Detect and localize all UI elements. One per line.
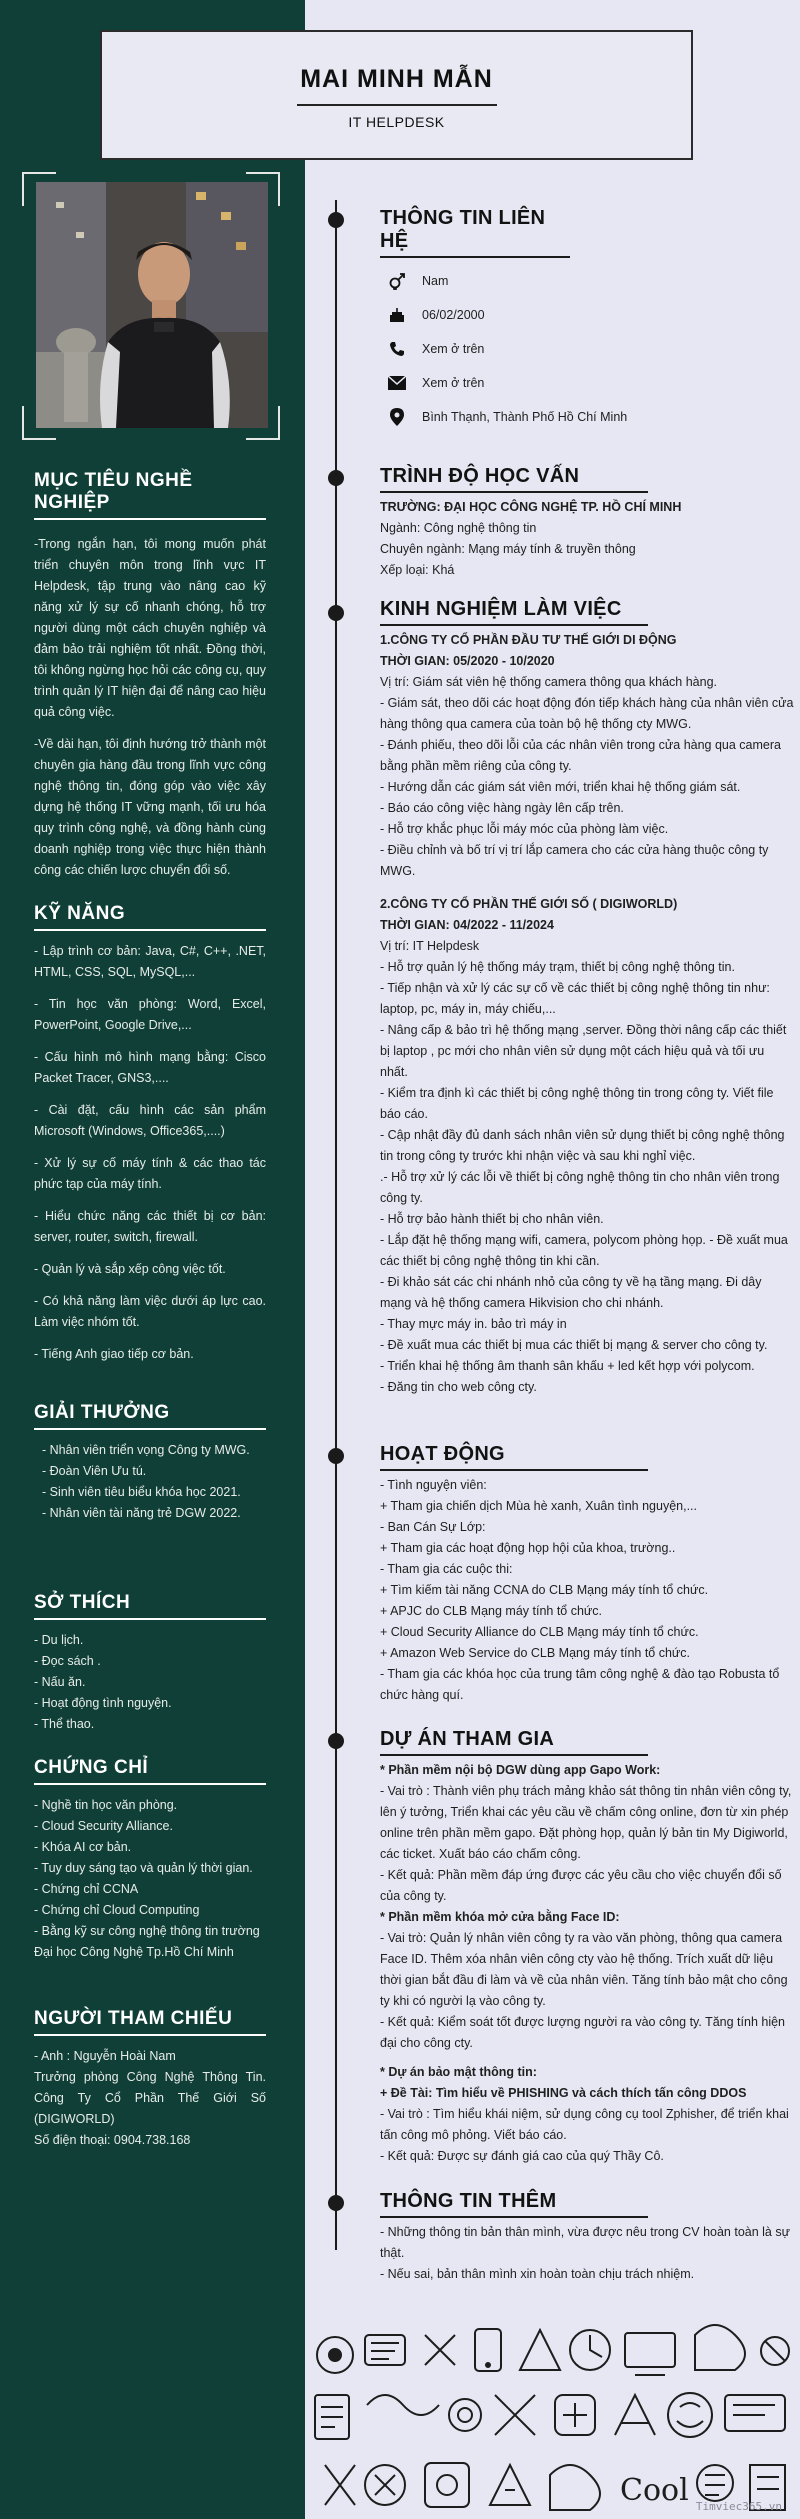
- job-period: THỜI GIAN: 05/2020 - 10/2020: [380, 654, 555, 668]
- section-title: SỞ THÍCH: [34, 1592, 131, 1613]
- section-title: THÔNG TIN THÊM: [380, 2190, 557, 2212]
- activity-line: - Tình nguyện viên:: [380, 1478, 487, 1492]
- awards-section: [34, 1402, 266, 1524]
- skill-item: - Tin học văn phòng: Word, Excel, PowerPoint, Google Drive,...: [34, 997, 266, 1032]
- reference-position: Trưởng phòng Công Nghệ Thông Tin. Công Ty Cổ Phần Thế Giới Số (DIGIWORLD): [34, 2070, 266, 2126]
- references-section: [34, 2008, 266, 2151]
- contact-text: Xem ở trên: [422, 342, 485, 356]
- education-line: Ngành: Công nghệ thông tin: [380, 521, 537, 535]
- section-divider: [34, 1428, 266, 1430]
- education-line: Chuyên ngành: Mạng máy tính & truyền thông: [380, 542, 636, 556]
- timeline-dot: [328, 1448, 344, 1464]
- section-divider: [34, 518, 266, 520]
- project-line: - Kết quả: Kiểm soát tốt được lượng người ra vào công ty. Tăng tính hiện đại cho công cty.: [380, 2015, 785, 2050]
- project-subheading: + Đề Tài: Tìm hiểu về PHISHING và cách thích tấn công DDOS: [380, 2086, 747, 2100]
- job-line: - Lắp đặt hệ thống mạng wifi, camera, polycom phòng họp. - Đề xuất mua các thiết bị công nghệ thông tin khi cần.: [380, 1233, 788, 1268]
- activity-line: + Amazon Web Service do CLB Mạng máy tính tổ chức.: [380, 1646, 691, 1660]
- job-line: Vị trí: IT Helpdesk: [380, 939, 480, 953]
- section-title: THÔNG TIN LIÊN HỆ: [380, 207, 546, 252]
- contact-address: [380, 400, 795, 434]
- project-heading: * Dự án bảo mật thông tin:: [380, 2065, 537, 2079]
- contact-text: Bình Thạnh, Thành Phố Hồ Chí Minh: [422, 410, 628, 424]
- certificate-item: - Tuy duy sáng tạo và quản lý thời gian.: [34, 1861, 253, 1875]
- education-line: Xếp loại: Khá: [380, 563, 455, 577]
- activity-line: + Tìm kiếm tài năng CCNA do CLB Mạng máy tính tổ chức.: [380, 1583, 709, 1597]
- section-title: GIẢI THƯỞNG: [34, 1402, 170, 1423]
- watermark-text: Timviec365.vn: [695, 2500, 782, 2513]
- project-line: - Vai trò : Thành viên phụ trách mảng khảo sát thông tin nhân viên công ty, lên ý tưởng, Triển khai các yêu cầu về chấm công online, đơn từ xin phép online trên phần mềm gapo. Đặt phòng họp, quản lý bản tin My Digiworld, các ticket. Xuất báo cáo chấm công.: [380, 1784, 792, 1861]
- job-company: 1.CÔNG TY CỔ PHẦN ĐẦU TƯ THẾ GIỚI DI ĐỘNG: [380, 633, 677, 647]
- section-divider: [380, 1469, 648, 1471]
- certificate-item: - Bằng kỹ sư công nghệ thông tin trường Đại học Công Nghệ Tp.Hồ Chí Minh: [34, 1924, 260, 1959]
- award-item: - Nhân viên triển vọng Công ty MWG.: [42, 1443, 250, 1457]
- job-line: - Kiểm tra định kì các thiết bị công nghệ thông tin trong công ty. Viết file báo cáo.: [380, 1086, 774, 1121]
- location-icon: [380, 408, 414, 426]
- skill-item: - Xử lý sự cố máy tính & các thao tác phức tạp của máy tính.: [34, 1156, 266, 1191]
- skill-item: - Cài đặt, cấu hình các sản phẩm Microsoft (Windows, Office365,....): [34, 1103, 266, 1138]
- job-line: - Hỗ trợ quản lý hệ thống máy trạm, thiết bị công nghệ thông tin.: [380, 960, 735, 974]
- phone-icon: [380, 341, 414, 357]
- skill-item: - Hiểu chức năng các thiết bị cơ bản: server, router, switch, firewall.: [34, 1209, 266, 1244]
- job-period: THỜI GIAN: 04/2022 - 11/2024: [380, 918, 554, 932]
- contact-phone: [380, 332, 795, 366]
- section-divider: [34, 2034, 266, 2036]
- job-company: 2.CÔNG TY CỔ PHẦN THẾ GIỚI SỐ ( DIGIWORLD): [380, 897, 678, 911]
- job-line: - Đánh phiếu, theo dõi lỗi của các nhân viên trong cửa hàng qua camera bằng phần mềm riêng của công ty.: [380, 738, 781, 773]
- timeline-line: [335, 200, 337, 2250]
- section-title: NGƯỜI THAM CHIẾU: [34, 2008, 233, 2029]
- section-title: CHỨNG CHỈ: [34, 1757, 149, 1778]
- timeline-dot: [328, 470, 344, 486]
- contact-birthday: [380, 298, 795, 332]
- certificate-item: - Chứng chỉ CCNA: [34, 1882, 139, 1896]
- name-divider: [297, 104, 497, 106]
- timeline-dot: [328, 1733, 344, 1749]
- activity-line: + Tham gia chiến dịch Mùa hè xanh, Xuân tình nguyện,...: [380, 1499, 697, 1513]
- objective-paragraph: -Về dài hạn, tôi định hướng trở thành một chuyên gia hàng đầu trong lĩnh vực công nghệ thông tin, đóng góp vào việc xây dựng hệ thống IT vững mạnh, tối ưu hóa quy trình công nghệ, và đồng hành cùng doanh nghiệp trong việc thực hiện thành công các chiến lược chuyển đổi số.: [34, 737, 266, 877]
- award-item: - Sinh viên tiêu biểu khóa học 2021.: [42, 1485, 241, 1499]
- contact-text: 06/02/2000: [422, 308, 485, 322]
- experience-section: [380, 598, 795, 1398]
- job-line: - Tiếp nhận và xử lý các sự cố về các thiết bị công nghệ thông tin như: laptop, pc, máy in, máy chiếu,...: [380, 981, 770, 1016]
- job-line: - Giám sát, theo dõi các hoạt động đón tiếp khách hàng của nhân viên cửa hàng thông qua camera của toàn bộ hệ thống cty MWG.: [380, 696, 794, 731]
- job-line: - Báo cáo công việc hàng ngày lên cấp trên.: [380, 801, 624, 815]
- section-divider: [34, 1783, 266, 1785]
- project-line: - Kết quả: Được sự đánh giá cao của quý Thầy Cô.: [380, 2149, 664, 2163]
- timeline-dot: [328, 212, 344, 228]
- hobby-item: - Nấu ăn.: [34, 1675, 86, 1689]
- activity-line: + Cloud Security Alliance do CLB Mạng máy tính tổ chức.: [380, 1625, 699, 1639]
- candidate-role: IT HELPDESK: [348, 114, 445, 130]
- projects-section: [380, 1728, 795, 2167]
- section-divider: [380, 624, 648, 626]
- section-title: KỸ NĂNG: [34, 903, 126, 924]
- timeline-dot: [328, 2195, 344, 2211]
- education-section: [380, 465, 795, 581]
- job-line: - Hướng dẫn các giám sát viên mới, triển khai hệ thống giám sát.: [380, 780, 741, 794]
- hobby-item: - Đọc sách .: [34, 1654, 101, 1668]
- skill-item: - Có khả năng làm việc dưới áp lực cao. Làm việc nhóm tốt.: [34, 1294, 266, 1329]
- job-line: - Điều chỉnh và bố trí vị trí lắp camera cho các cửa hàng thuộc công ty MWG.: [380, 843, 769, 878]
- section-divider: [380, 2216, 648, 2218]
- reference-name: - Anh : Nguyễn Hoài Nam: [34, 2049, 176, 2063]
- skills-section: [34, 903, 266, 1376]
- job-line: .- Hỗ trợ xử lý các lỗi về thiết bị công nghệ thông tin cho nhân viên trong công ty.: [380, 1170, 780, 1205]
- section-title: MỤC TIÊU NGHỀ NGHIỆP: [34, 470, 193, 513]
- objective-paragraph: -Trong ngắn hạn, tôi mong muốn phát triển chuyên môn trong lĩnh vực IT Helpdesk, tập trung vào nâng cao kỹ năng xử lý sự cố nhanh chóng, hỗ trợ người dùng một cách chuyên nghiệp và đảm bảo trải nghiệm tốt nhất. Đồng thời, tôi không ngừng học hỏi các công cụ, quy trình quản lý IT hiện đại để nâng cao hiệu quả công việc.: [34, 537, 266, 719]
- timeline-dot: [328, 605, 344, 621]
- hobby-item: - Hoạt động tình nguyện.: [34, 1696, 172, 1710]
- extra-line: - Những thông tin bản thân mình, vừa được nêu trong CV hoàn toàn là sự thật.: [380, 2225, 790, 2260]
- job-line: - Cập nhật đầy đủ danh sách nhân viên sử dụng thiết bị công nghệ thông tin trong công ty trước khi nhận việc và sau khi nghỉ việc.: [380, 1128, 785, 1163]
- reference-phone: Số điện thoại: 0904.738.168: [34, 2133, 191, 2147]
- activity-line: - Tham gia các khóa học của trung tâm công nghệ & đào tạo Robusta tổ chức hàng quí.: [380, 1667, 780, 1702]
- section-divider: [380, 1754, 648, 1756]
- hobby-item: - Du lịch.: [34, 1633, 84, 1647]
- project-line: - Vai trò: Quản lý nhân viên công ty ra vào văn phòng, thông qua camera Face ID. Thêm xóa nhân viên công cty vào hệ thống. Trích xuất dữ liệu thời gian bắt đầu đi làm và về của nhân viên. Tăng tính bảo mật cho công ty khi có người lạ vào công ty.: [380, 1931, 788, 2008]
- skill-item: - Quản lý và sắp xếp công việc tốt.: [34, 1262, 226, 1276]
- skill-item: - Cấu hình mô hình mạng bằng: Cisco Packet Tracer, GNS3,....: [34, 1050, 266, 1085]
- photo-frame: [22, 172, 280, 440]
- section-title: KINH NGHIỆM LÀM VIỆC: [380, 598, 622, 620]
- job-line: - Hỗ trợ khắc phục lỗi máy móc của phòng làm việc.: [380, 822, 669, 836]
- extra-line: - Nếu sai, bản thân mình xin hoàn toàn chịu trách nhiệm.: [380, 2267, 695, 2281]
- contact-text: Nam: [422, 274, 449, 288]
- activity-line: - Tham gia các cuộc thi:: [380, 1562, 513, 1576]
- profile-photo: [36, 182, 268, 428]
- award-item: - Nhân viên tài năng trẻ DGW 2022.: [42, 1506, 241, 1520]
- project-heading: * Phần mềm nội bộ DGW dùng app Gapo Work:: [380, 1763, 661, 1777]
- job-line: - Đề xuất mua các thiết bị mua các thiết bị mạng & server cho công ty.: [380, 1338, 768, 1352]
- contact-text: Xem ở trên: [422, 376, 485, 390]
- hobby-item: - Thể thao.: [34, 1717, 95, 1731]
- project-heading: * Phần mềm khóa mở cửa bằng Face ID:: [380, 1910, 620, 1924]
- award-item: - Đoàn Viên Ưu tú.: [42, 1464, 147, 1478]
- job-line: - Đăng tin cho web công cty.: [380, 1380, 537, 1394]
- section-title: HOẠT ĐỘNG: [380, 1443, 505, 1465]
- section-divider: [380, 491, 648, 493]
- doodle-decoration: [305, 2315, 800, 2519]
- activity-line: + APJC do CLB Mạng máy tính tổ chức.: [380, 1604, 603, 1618]
- extra-info-section: [380, 2190, 795, 2285]
- activities-section: [380, 1443, 795, 1706]
- contact-section: [380, 207, 795, 434]
- gender-icon: [380, 272, 414, 290]
- section-title: TRÌNH ĐỘ HỌC VẤN: [380, 465, 580, 487]
- email-icon: [380, 376, 414, 390]
- job-line: - Triển khai hệ thống âm thanh sân khấu + led kết hợp với polycom.: [380, 1359, 755, 1373]
- contact-email: [380, 366, 795, 400]
- section-divider: [380, 256, 570, 258]
- job-line: Vị trí: Giám sát viên hệ thống camera thông qua khách hàng.: [380, 675, 718, 689]
- certificate-item: - Khóa AI cơ bản.: [34, 1840, 132, 1854]
- school-name: TRƯỜNG: ĐẠI HỌC CÔNG NGHỆ TP. HỒ CHÍ MINH: [380, 500, 682, 514]
- section-divider: [34, 1618, 266, 1620]
- cake-icon: [380, 306, 414, 324]
- objective-section: [34, 470, 266, 892]
- activity-line: - Ban Cán Sự Lớp:: [380, 1520, 486, 1534]
- activity-line: + Tham gia các hoạt động họp hội của khoa, trường..: [380, 1541, 676, 1555]
- skill-item: - Tiếng Anh giao tiếp cơ bản.: [34, 1347, 194, 1361]
- certificates-section: [34, 1757, 266, 1963]
- job-line: - Thay mực máy in. bảo trì máy in: [380, 1317, 567, 1331]
- job-line: - Nâng cấp & bảo trì hệ thống mạng ,server. Đồng thời nâng cấp các thiết bị laptop , pc mới cho nhân viên sử dụng một cách hiệu quả và tối ưu nhất.: [380, 1023, 787, 1079]
- certificate-item: - Chứng chỉ Cloud Computing: [34, 1903, 200, 1917]
- certificate-item: - Nghề tin học văn phòng.: [34, 1798, 178, 1812]
- hobbies-section: [34, 1592, 266, 1735]
- name-header-box: [100, 30, 693, 160]
- certificate-item: - Cloud Security Alliance.: [34, 1819, 173, 1833]
- section-divider: [34, 929, 266, 931]
- project-line: - Kết quả: Phần mềm đáp ứng được các yêu cầu cho việc chuyển đổi số của công ty.: [380, 1868, 782, 1903]
- contact-gender: [380, 264, 795, 298]
- job-line: - Đi khảo sát các chi nhánh nhỏ của công ty về hạ tầng mạng. Đi dây mạng và hệ thống camera Hikvision cho chi nhánh.: [380, 1275, 762, 1310]
- candidate-name: MAI MINH MẪN: [300, 65, 493, 93]
- svg-text:Cool: Cool: [620, 2473, 689, 2508]
- section-title: DỰ ÁN THAM GIA: [380, 1728, 555, 1750]
- job-line: - Hỗ trợ bảo hành thiết bị cho nhân viên.: [380, 1212, 604, 1226]
- project-line: - Vai trò : Tìm hiểu khái niệm, sử dụng công cụ tool Zphisher, để triển khai tấn công mô phỏng. Viết báo cáo.: [380, 2107, 789, 2142]
- skill-item: - Lập trình cơ bản: Java, C#, C++, .NET, HTML, CSS, SQL, MySQL,...: [34, 944, 266, 979]
